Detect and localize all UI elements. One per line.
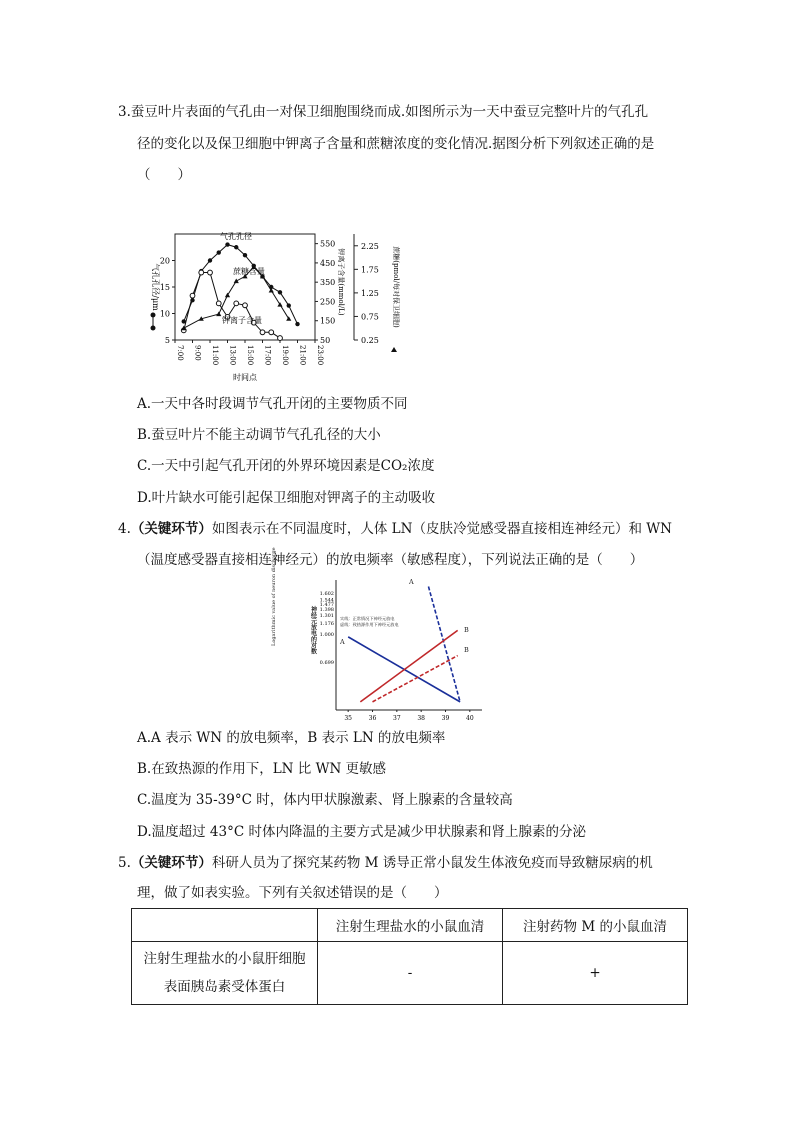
x-tick-label: 35 [344, 715, 352, 722]
legend-marker-left [151, 326, 156, 331]
annotation: 蔗糖含量 [233, 267, 265, 276]
legend-text: 虚线：致热源作用下神经元放电 [340, 622, 399, 627]
y-tick-label-right1: 150 [320, 316, 336, 326]
q5-stem-line1 [118, 853, 653, 873]
q4-number: 4. [118, 521, 131, 537]
q3-option-a[interactable]: A.一天中各时段调节气孔开闭的主要物质不同 [137, 396, 408, 412]
q3-option-c[interactable]: C.一天中引起气孔开闭的外界环境因素是CO₂浓度 [137, 458, 435, 474]
q5-stem-line2: 理，做了如表实验。下列有关叙述错误的是（ ） [137, 885, 448, 901]
q4-stem-line2: （温度感受器直接相连神经元）的放电频率（敏感程度），下列说法正确的是（ ） [137, 552, 644, 568]
data-point [287, 303, 291, 307]
data-point [277, 302, 282, 307]
q5-tag: （关键环节） [130, 855, 212, 871]
y-label-left: 气孔孔径/μm [151, 263, 160, 311]
data-point [216, 301, 221, 306]
y-tick-label: 1.176 [319, 621, 334, 627]
data-point [225, 242, 229, 246]
x-tick-label: 23:00 [316, 345, 324, 366]
data-point [216, 311, 221, 316]
y-tick-label: 1.301 [319, 613, 334, 619]
y-tick-label: 1.000 [319, 632, 334, 638]
y-tick-label-right1: 450 [320, 258, 336, 268]
y-tick-label: 1.544 [319, 597, 334, 604]
y-tick-label-right2: 2.25 [361, 241, 379, 251]
y-tick-label-right1: 50 [320, 336, 331, 345]
x-tick-label: 15:00 [246, 345, 254, 366]
neuron-discharge-chart [271, 547, 496, 726]
x-tick-label: 37 [393, 715, 401, 722]
q3-stem-line1: 3.蚕豆叶片表面的气孔由一对保卫细胞围绕而成.如图所示为一天中蚕豆完整叶片的气孔孔 [118, 104, 649, 120]
q4-tag: （关键环节） [130, 521, 212, 537]
y-tick-label-left: 15 [159, 283, 170, 292]
table-header-cell: 注射生理盐水的小鼠血清 [318, 909, 503, 942]
x-tick-label: 7:00 [176, 345, 184, 361]
y-tick-label-left: 5 [164, 336, 170, 345]
q3-stem-line2: 径的变化以及保卫细胞中钾离子含量和蔗糖浓度的变化情况.据图分析下列叙述正确的是 [137, 136, 655, 152]
x-axis-label: 时间点 [233, 373, 257, 382]
series-label: B [464, 626, 469, 634]
y-tick-label-right2: 1.25 [361, 288, 379, 298]
x-tick-label: 40 [466, 715, 474, 722]
y-tick-label-right2: 1.75 [361, 265, 379, 275]
data-point [225, 293, 230, 298]
table-header-cell [132, 909, 318, 942]
q4-stem-line1 [118, 519, 672, 539]
y-label-right1: 钾离子含量(mmol/L) [337, 248, 345, 316]
data-point [269, 330, 274, 335]
series-label: B [464, 646, 469, 654]
y-tick-label: 0.699 [319, 660, 334, 666]
x-tick-label: 13:00 [228, 345, 237, 366]
data-point [295, 322, 299, 326]
data-point [234, 279, 239, 284]
data-point [243, 253, 247, 257]
data-point [208, 258, 212, 262]
y-label-right2: 蔗糖(pmol/每对保卫细胞) [392, 246, 400, 328]
y-tick-label: 1.602 [319, 591, 334, 597]
x-tick-label: 9:00 [193, 345, 202, 361]
q5-number: 5. [118, 855, 131, 871]
data-point [286, 316, 291, 321]
data-point [181, 326, 186, 331]
data-point [190, 293, 195, 298]
y-tick-label-right1: 250 [320, 297, 336, 307]
y-tick-label-left: 10 [159, 309, 170, 319]
x-tick-label: 19:00 [281, 345, 289, 366]
table-row [132, 942, 688, 1005]
q5-text-1: 科研人员为了探究某药物 M 诱导正常小鼠发生体液免疫而导致糖尿病的机 [211, 855, 653, 871]
data-point [199, 270, 204, 275]
stomata-chart [140, 222, 410, 387]
data-point [234, 301, 239, 306]
x-tick-label: 21:00 [298, 345, 307, 366]
y-label: 神经元放电的对数 [309, 606, 317, 654]
series-label: A [340, 638, 345, 646]
x-tick-label: 11:00 [211, 345, 219, 366]
y-tick-label: 1.398 [319, 607, 334, 613]
legend-text: 实线：正常情况下神经元放电 [340, 616, 395, 621]
data-point [208, 270, 213, 275]
q3-option-d[interactable]: D.叶片缺水可能引起保卫细胞对钾离子的主动吸收 [137, 490, 436, 506]
annotation: 气孔孔径 [220, 232, 252, 241]
y-tick-label-right1: 550 [320, 239, 336, 249]
data-point [234, 245, 238, 249]
table-row-label-line1: 注射生理盐水的小鼠肝细胞 [143, 951, 306, 967]
series-line [428, 587, 460, 702]
q5-table [131, 908, 688, 1005]
q3-answer-paren: （ ） [137, 167, 191, 183]
y-label-en: Logarithmic value of neuron discharge [271, 547, 277, 646]
series-line [184, 245, 298, 325]
data-point [278, 336, 283, 341]
q4-option-c[interactable]: C.温度为 35-39°C 时，体内甲状腺激素、肾上腺素的含量较高 [137, 792, 513, 808]
x-tick-label: 39 [441, 715, 450, 722]
series-label: A [409, 578, 414, 586]
table-cell: + [503, 942, 688, 1005]
table-cell: - [318, 942, 503, 1005]
table-header-row [132, 909, 688, 942]
table-header-cell: 注射药物 M 的小鼠血清 [503, 909, 688, 942]
y-tick-label-left: 20 [159, 256, 170, 266]
data-point [260, 330, 265, 335]
table-row-label [132, 942, 318, 1005]
legend-marker-right2 [391, 347, 397, 352]
annotation: 钾离子含量 [222, 316, 262, 325]
y-tick-label-right2: 0.75 [361, 312, 379, 322]
table-row-label-line2: 表面胰岛素受体蛋白 [163, 979, 286, 995]
y-tick-label: 1.477 [319, 602, 334, 608]
q4-option-b[interactable]: B.在致热源的作用下，LN 比 WN 更敏感 [137, 761, 387, 777]
data-point [278, 290, 282, 294]
q4-option-d[interactable]: D.温度超过 43°C 时体内降温的主要方式是减少甲状腺素和肾上腺素的分泌 [137, 824, 586, 840]
q4-option-a[interactable]: A.A 表示 WN 的放电频率，B 表示 LN 的放电频率 [137, 730, 446, 746]
q3-option-b[interactable]: B.蚕豆叶片不能主动调节气孔孔径的大小 [137, 427, 381, 443]
y-tick-label-right1: 350 [320, 278, 336, 288]
x-tick-label: 17:00 [263, 345, 272, 366]
data-point [243, 303, 248, 308]
data-point [217, 250, 221, 254]
q4-text-1: 如图表示在不同温度时，人体 LN（皮肤冷觉感受器直接相连神经元）和 WN [211, 521, 672, 537]
y-tick-label-right2: 0.25 [361, 336, 379, 345]
x-tick-label: 38 [417, 715, 425, 722]
x-tick-label: 36 [368, 715, 377, 722]
